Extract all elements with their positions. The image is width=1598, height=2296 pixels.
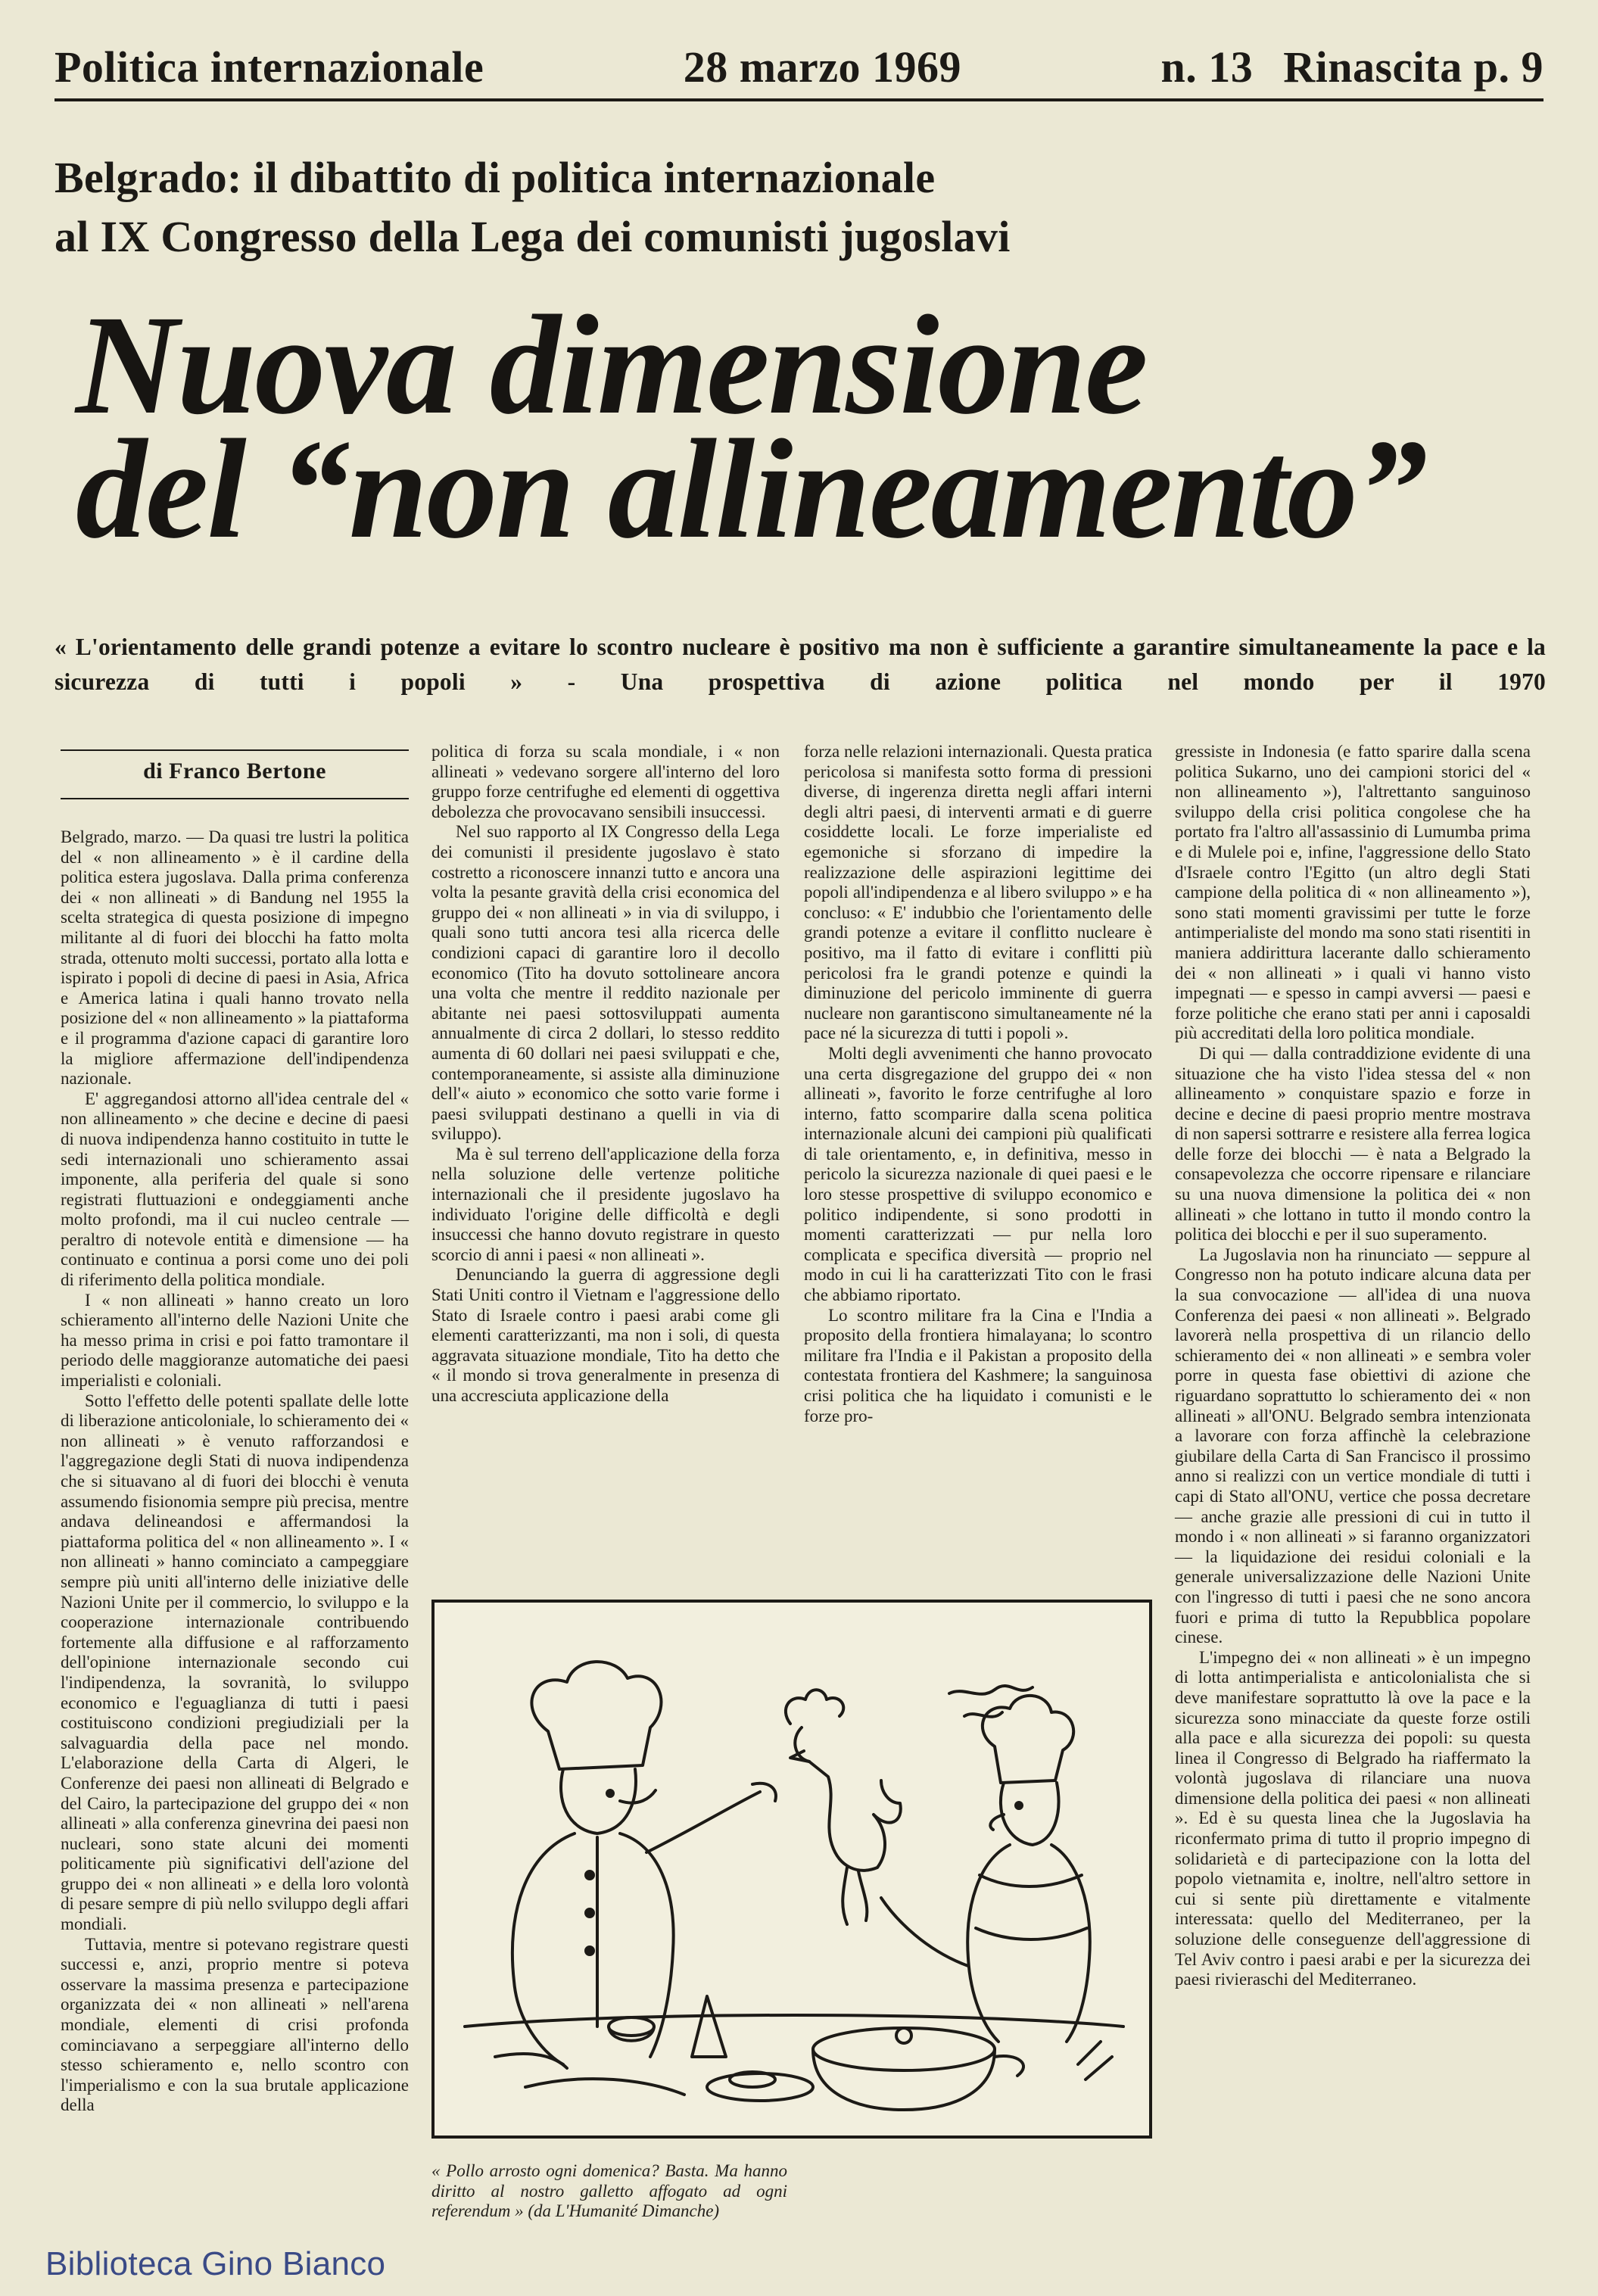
paragraph: L'impegno dei « non allineati » è un impegno di lotta antimperialista e anticolonialista che si deve manifestare soprattutto là ove la pace e la sicurezza sono minacciate da queste forze ostili alla pace e alla sicurezza dei popoli: su questa linea il Congresso di Belgrado ha riaffermato la volontà jugoslava di rilanciare una nuova dimensione della politica dei paesi « non allineati ». Ed è su questa linea che la Jugoslavia ha riconfermato prima di tutto il proprio impegno di solidarietà e di partecipazione con la lotta del popolo vietnamita e, inoltre, nell'altro settore in cui si sente più direttamente e vitalmente interessata: quello del Mediterraneo, per la soluzione delle conseguenze dell'aggressione di Tel Aviv contro i paesi arabi e per la sicurezza dei paesi rivieraschi del Mediterraneo.	[1175, 1647, 1531, 1989]
paragraph: politica di forza su scala mondiale, i « non allineati » vedevano sorgere all'interno del loro gruppo forze centrifughe ed elementi di oggettiva debolezza che provocavano sensibili insuccessi.	[431, 742, 780, 821]
paragraph: Molti degli avvenimenti che hanno provocato una certa disgregazione del gruppo dei « non allineati », favorito le forze centrifughe al loro interno, fatto scomparire dalla scena politica internazionale alcuni dei campioni più qualificati di tale orientamento, e, in definitiva, messo in pericolo la sicurezza nazionale di quei paesi e le loro stesse prospettive di sviluppo economico e politico indipendente, si sono prodotti in momenti caratterizzati — pur nella loro complicata e specifica diversità — proprio nel modo in cui li ha caratterizzati Tito con le frasi che abbiamo riportato.	[804, 1043, 1152, 1305]
rooster-body	[795, 1727, 900, 1871]
chef-body-right	[967, 1845, 1010, 2042]
article-column-1	[61, 827, 409, 2225]
byline-rule-bottom	[61, 798, 409, 799]
chef-hat-right	[983, 1696, 1073, 1783]
kitchen-table	[465, 2015, 1123, 2027]
running-head	[55, 35, 1543, 101]
headline-line-2: del “non allineamento”	[76, 410, 1426, 568]
issue-info	[1160, 42, 1543, 92]
paragraph: Ma è sul terreno dell'applicazione della forza nella soluzione delle vertenze politiche internazionali che il presidente jugoslavo ha individuato l'origine delle difficoltà e degli insuccessi che hanno dovuto registrare in questo scorcio di anni i paesi « non allineati ».	[431, 1144, 780, 1264]
article-column-4	[1175, 742, 1531, 2180]
page-number: Rinascita p. 9	[1283, 42, 1543, 92]
paragraph: Sotto l'effetto delle potenti spallate delle lotte di liberazione anticoloniale, lo schieramento dei « non allineati » è venuto rafforzandosi e l'aggregazione degli Stati di nuova indipendenza che si situavano al di fuori dei blocchi è venuta assumendo fisionomia sempre più precisa, mentre andava delineandosi e affermandosi la piattaforma politica del « non allineamento ». I « non allineati » hanno cominciato a campeggiare sempre più uniti all'interno delle iniziative delle Nazioni Unite per il commercio, lo sviluppo e la cooperazione internazionale contribuendo fortemente alla diffusione e al rafforzamento dell'opinione internazionale secondo cui l'indipendenza, la sovranità, lo sviluppo economico e l'eguaglianza di tutti i paesi costituiscono condizioni pregiudiziali per la salvaguardia della pace nel mondo. L'elaborazione della Carta di Algeri, le Conferenze dei paesi non allineati di Belgrado e del Cairo, la partecipazione del gruppo dei « non allineati » alla conferenza ginevrina dei paesi non nucleari, sono state alcuni dei momenti politicamente più significativi dell'azione del gruppo dei « non allineati » e della loro volontà di pesare sempre di più nello sviluppo degli affari mondiali.	[61, 1391, 409, 1934]
kicker	[55, 148, 1493, 266]
kicker-line-1: Belgrado: il dibattito di politica internazionale	[55, 153, 936, 202]
library-watermark: Biblioteca Gino Bianco	[45, 2245, 386, 2282]
chef-hat-left	[531, 1662, 661, 1769]
kicker-line-2: al IX Congresso della Lega dei comunisti jugoslavi	[55, 212, 1011, 261]
paragraph: Nel suo rapporto al IX Congresso della Lega dei comunisti il presidente jugoslavo è stato costretto a riconoscere innanzi tutto e ancora una volta la pesante gravità della crisi economica del gruppo dei « non allineati » in via di sviluppo, i quali sono tutti ancora tesi alla ricerca delle condizioni capaci di garantire loro il decollo economico (Tito ha dovuto sottolineare ancora una volta che mentre il reddito nazionale per abitante nei paesi sottosviluppati aumenta annualmente di circa 2 dollari, lo stesso reddito aumenta di 60 dollari nei paesi sviluppati e che, contemporaneamente, si assiste alla diminuzione dell'« aiuto » economico che sotto varie forme i paesi sviluppati destinano a quelli in via di sviluppo).	[431, 822, 780, 1144]
paragraph: Tuttavia, mentre si potevano registrare questi successi e, anzi, proprio mentre si poteva osservare la massima presenza e partecipazione organizzata dei « non allineati » nell'arena mondiale, elementi di crisi profonda cominciavano a serpeggiare all'interno dello stesso schieramento e, nello scontro con l'imperialismo e con la sua brutale applicazione della	[61, 1934, 409, 2115]
section-title: Politica internazionale	[55, 42, 484, 92]
article-column-3	[804, 742, 1152, 1519]
subheadline: « L'orientamento delle grandi potenze a evitare lo scontro nucleare è positivo ma non è sufficiente a garantire simultaneamente la pace e la sicurezza di tutti i popoli » - Una prospettiva di azione politica nel mondo per il 1970	[55, 634, 1546, 695]
chef-head-right	[1001, 1783, 1059, 1845]
cartoon-illustration	[431, 1600, 1152, 2139]
bottle	[692, 1996, 726, 2057]
paragraph: Lo scontro militare fra la Cina e l'India a proposito della frontiera himalayana; lo scontro militare fra l'India e il Pakistan a proposito della contestata frontiera del Kashmere; la sanguinosa crisi politica che ha liquidato i comunisti e le forze pro-	[804, 1305, 1152, 1425]
chef-body-left	[512, 1833, 575, 2064]
chef-arm-left	[646, 1792, 760, 1852]
cartoon-caption: « Pollo arrosto ogni domenica? Basta. Ma hanno diritto al nostro galletto affogato ad ogni referendum » (da L'Humanité Dimanche)	[431, 2161, 787, 2221]
chef-arm-right	[881, 1898, 968, 1966]
paragraph: forza nelle relazioni internazionali. Questa pratica pericolosa si manifesta sotto forma di pressioni diverse, di ingerenza diretta negli affari interni degli altri paesi, di interventi armati e di guerre cosiddette locali. Le forze imperialiste ed egemoniche si sforzano di impedire la realizzazione delle aspirazioni legittime dei popoli all'indipendenza e al libero sviluppo » e ha concluso: « E' indubbio che l'orientamento delle grandi potenze a evitare il conflitto nucleare è positivo, ma il fatto di evitare i conflitti più pericolosi fra le grandi potenze e quindi la diminuzione del pericolo imminente di guerra nucleare non garantiscono simultaneamente né la pace né la sicurezza di tutti i popoli ».	[804, 742, 1152, 1043]
cartoon-drawing	[435, 1603, 1149, 2136]
bowl	[609, 2017, 654, 2036]
paragraph: I « non allineati » hanno creato un loro schieramento all'interno delle Nazioni Unite che ha messo prima in crisi e poi fatto tramontare il periodo delle maggioranze automatiche dei paesi imperialisti e coloniali.	[61, 1290, 409, 1391]
issue-date: 28 marzo 1969	[683, 42, 961, 92]
paragraph: La Jugoslavia non ha rinunciato — seppure al Congresso non ha potuto indicare alcuna data per la sua convocazione — all'idea di una nuova Conferenza dei paesi « non allineati ». Belgrado lavorerà nella prospettiva di un rilancio dello schieramento dei « non allineati » e sembra voler porre in questa fase obiettivi di azione che riguardano soprattutto lo schieramento dei « non allineati » all'ONU. Belgrado sembra intenzionata a lavorare con forza affinchè la celebrazione giubilare della Carta di San Francisco il prossimo anno si realizzi con un vertice mondiale di tutti i capi di Stato all'ONU, vertice che possa decretare — anche grazie alle pressioni di cui in tutto il mondo i « non allineati » si faranno organizzatori — la liquidazione dei residui coloniali e la generale universalizzazione delle Nazioni Unite con l'ingresso di tutti i paesi che ne sono ancora fuori e prima di tutto la Repubblica popolare cinese.	[1175, 1245, 1531, 1647]
byline-rule-top	[61, 749, 409, 751]
headline	[76, 285, 1559, 568]
headline-line-1: Nuova dimensione	[76, 285, 1147, 444]
paragraph: gressiste in Indonesia (e fatto sparire dalla scena politica Sukarno, uno dei campioni storici del « non allineamento »), l'altrettanto sanguinoso sviluppo della crisi politica congolese che ha portato fra l'altro all'assassinio di Lumumba prima e di Mulele poi e, infine, l'aggressione dello Stato d'Israele contro l'Egitto (un altro degli Stati campione della politica di « non allineamento »), sono stati momenti gravissimi per tutte le forze antimperialiste del mondo ma sono stati risentiti in maniera addirittura lacerante dallo schieramento dei « non allineati » i quali vi hanno visto impegnati — e spesso in campi avversi — paesi e forze politiche che erano stati per anni i caposaldi più accreditati della loro politica mondiale.	[1175, 742, 1531, 1043]
paragraph: E' aggregandosi attorno all'idea centrale del « non allineamento » che decine e decine di paesi di nuova indipendenza hanno costituito in tutte le sedi internazionali uno schieramento assai imponente, alla periferia del quale si sono registrati fluttuazioni e ondeggiamenti anche molto profondi, ma il cui nucleo centrale — peraltro di notevole entità e dimensione — ha continuato e continua a porsi come uno dei poli di riferimento della politica mondiale.	[61, 1089, 409, 1290]
article-column-2	[431, 742, 780, 1519]
byline: di Franco Bertone	[143, 759, 326, 784]
issue-number: n. 13	[1160, 42, 1254, 92]
paragraph: Di qui — dalla contraddizione evidente di una situazione che ha visto l'idea stessa del « non allineamento » conquistare spazio e forze in decine e decine di paesi proprio mentre mostrava di non sapersi sottrarre e resistere alla ferrea logica delle forze dei blocchi — è nata a Belgrado la consapevolezza che occorre ripensare e rilanciare su una nuova dimensione la politica dei « non allineati » che lottano in tutto il mondo contro la politica dei blocchi e per il suo superamento.	[1175, 1043, 1531, 1245]
paragraph: Belgrado, marzo. — Da quasi tre lustri la politica del « non allineamento » è il cardine della politica estera jugoslava. Dalla prima conferenza dei « non allineati » di Bandung nel 1955 la scelta strategica di questa posizione di impegno militante al di fuori dei blocchi ha fatto molta strada, ottenuto molti successi, portato alla lotta e ispirato i popoli di decine di paesi in Asia, Africa e America latina i quali hanno trovato nella posizione del « non allineamento » la piattaforma e il programma d'azione capaci di garantire loro la migliore affermazione dell'indipendenza nazionale.	[61, 827, 409, 1089]
rooster-comb	[786, 1690, 843, 1724]
paragraph: Denunciando la guerra di aggressione degli Stati Uniti contro il Vietnam e l'aggressione dello Stato di Israele contro i paesi arabi come gli elementi caratterizzanti, ma non i soli, di questa aggravata situazione mondiale, Tito ha detto che « il mondo si trova generalmente in presenza di una accresciuta applicazione della	[431, 1265, 780, 1405]
cooking-pot	[813, 2028, 995, 2070]
